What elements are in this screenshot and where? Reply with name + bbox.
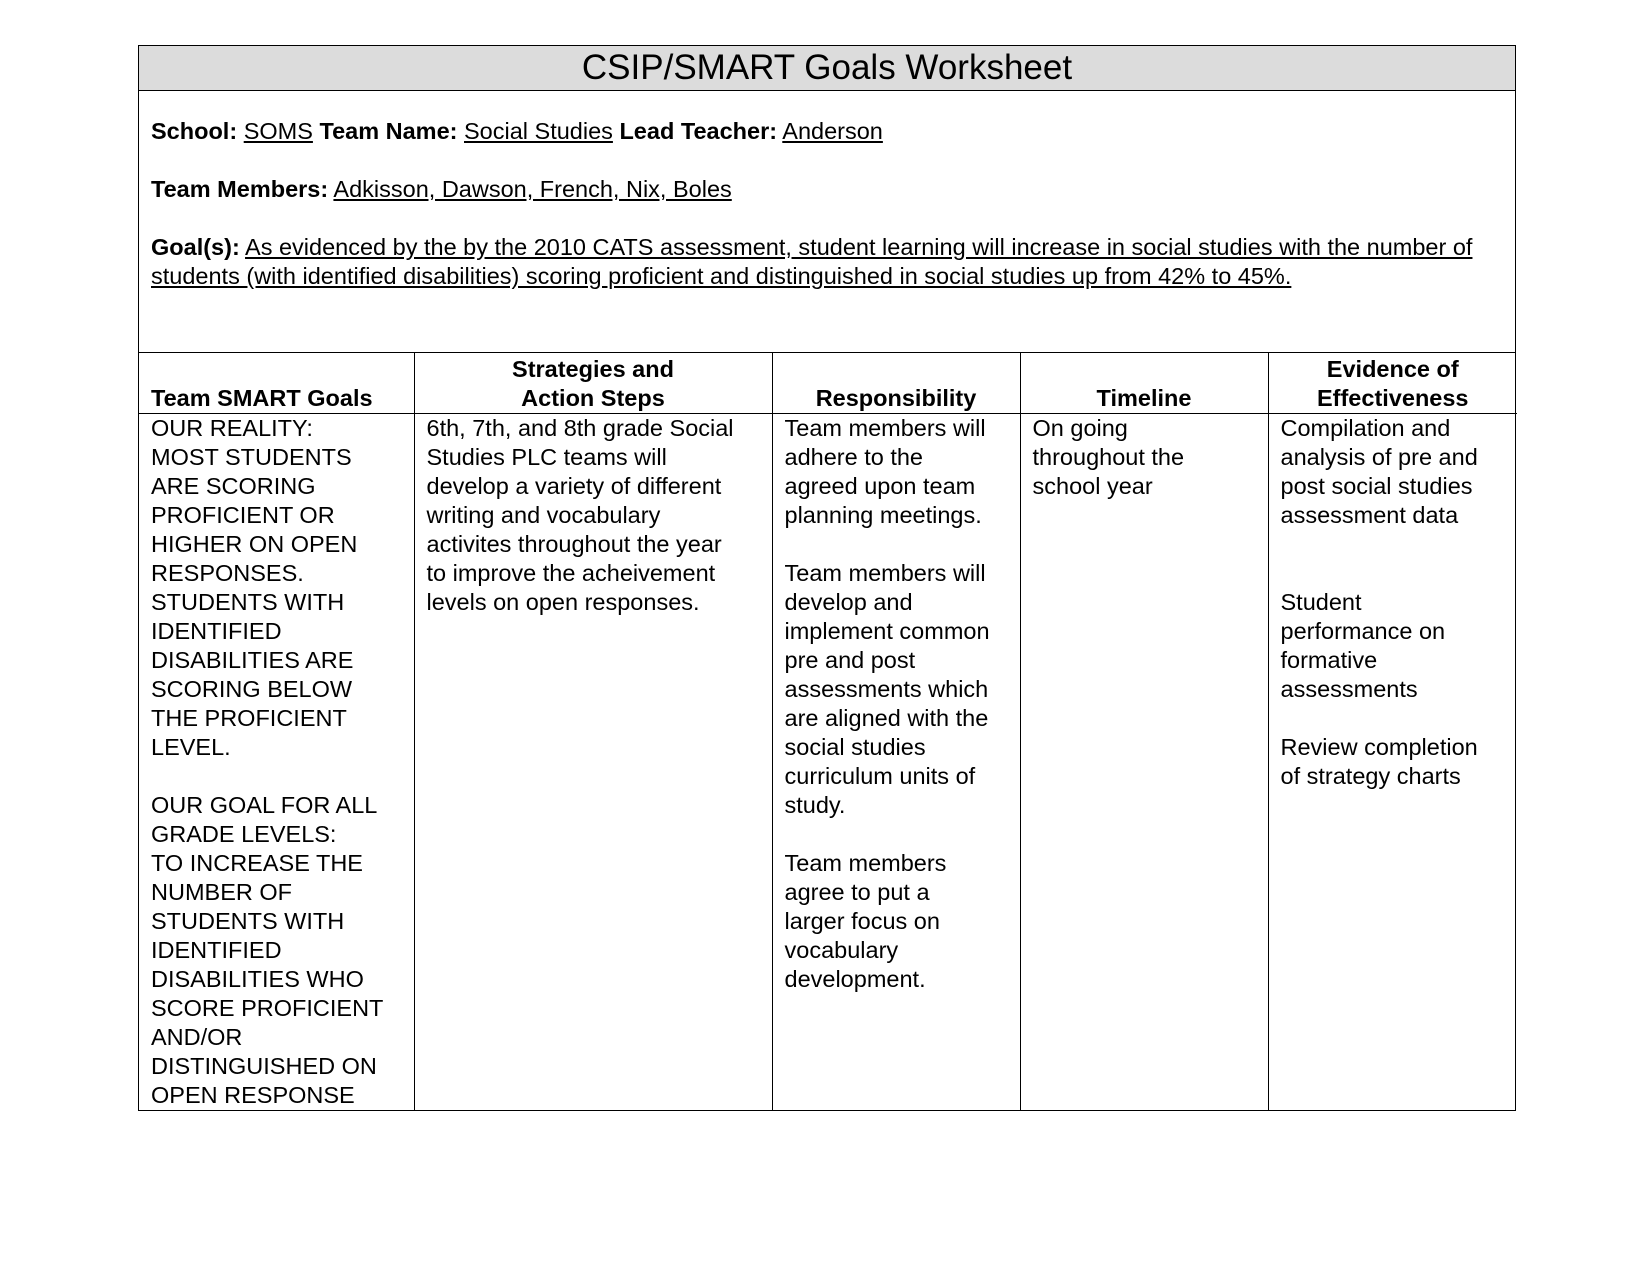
school-line (151, 117, 1503, 146)
goals-line (151, 233, 1503, 291)
cell-strategies: 6th, 7th, and 8th grade Social Studies PLC teams will develop a variety of different writing and vocabulary activites throughout the year to improve the acheivement levels on open responses. (414, 413, 772, 1110)
worksheet-title: CSIP/SMART Goals Worksheet (139, 46, 1515, 91)
school-label: School: (151, 118, 238, 144)
header-responsibility: Responsibility (772, 353, 1020, 413)
table-row (139, 413, 1517, 1110)
goals-label: Goal(s): (151, 234, 240, 260)
cell-responsibility: Team members will adhere to the agreed upon team planning meetings. Team members will develop and implement common pre and post assessments which are aligned with the social studies curriculum units of study. Team members agree to put a larger focus on vocabulary development. (772, 413, 1020, 1110)
cell-timeline: On going throughout the school year (1020, 413, 1268, 1110)
header-timeline: Timeline (1020, 353, 1268, 413)
team-name-value: Social Studies (464, 118, 613, 144)
team-members-line (151, 175, 1503, 204)
smart-goals-table (139, 353, 1517, 1110)
team-members-value: Adkisson, Dawson, French, Nix, Boles (333, 176, 732, 202)
lead-teacher-value: Anderson (782, 118, 883, 144)
table-header-row (139, 353, 1517, 413)
header-strategies: Strategies and Action Steps (414, 353, 772, 413)
info-section (139, 91, 1515, 353)
worksheet (138, 45, 1516, 1111)
header-team-smart-goals: Team SMART Goals (139, 353, 414, 413)
school-value: SOMS (243, 118, 313, 144)
team-members-label: Team Members: (151, 176, 329, 202)
header-evidence: Evidence of Effectiveness (1268, 353, 1517, 413)
cell-team-smart-goals: OUR REALITY: MOST STUDENTS ARE SCORING PROFICIENT OR HIGHER ON OPEN RESPONSES. STUDENTS WITH IDENTIFIED DISABILITIES ARE SCORING BELOW THE PROFICIENT LEVEL. OUR GOAL FOR ALL GRADE LEVELS: TO INCREASE THE NUMBER OF STUDENTS WITH IDENTIFIED DISABILITIES WHO SCORE PROFICIENT AND/OR DISTINGUISHED ON OPEN RESPONSE (139, 413, 414, 1110)
goals-value: As evidenced by the by the 2010 CATS assessment, student learning will increase in social studies with the number of students (with identified disabilities) scoring proficient and distinguished in social studies up from 42% to 45%. (151, 234, 1473, 289)
team-name-label: Team Name: (319, 118, 458, 144)
cell-evidence: Compilation and analysis of pre and post social studies assessment data Student performance on formative assessments Review completion of strategy charts (1280, 414, 1478, 789)
lead-teacher-label: Lead Teacher: (619, 118, 778, 144)
